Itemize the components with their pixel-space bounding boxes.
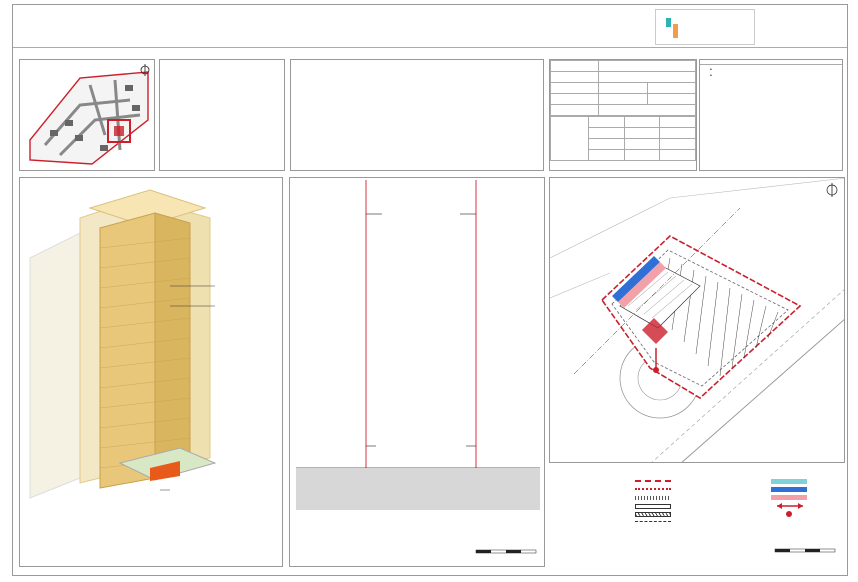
plot-plan-drawing (550, 178, 845, 463)
plot-area-value (599, 83, 647, 94)
logo-mark-icon (666, 18, 680, 38)
plot-access-icon (775, 502, 805, 510)
unit (647, 94, 695, 105)
coord-table-box (159, 59, 285, 171)
plot-boundary-swatch (635, 488, 671, 493)
unit (660, 139, 696, 150)
breakdown-value (624, 128, 660, 139)
build-line-01-swatch (771, 479, 807, 484)
breakdown-label (589, 128, 625, 139)
key-plan-drawing (20, 60, 154, 170)
height-value (599, 105, 696, 116)
active-edge-swatch (771, 495, 807, 500)
plot-control-sheet (12, 4, 848, 576)
envelope-drawing (20, 178, 282, 538)
breakdown-label (589, 150, 625, 161)
coordinate-point-icon (785, 510, 793, 518)
podium-setback-swatch (635, 496, 671, 500)
project-boundary-swatch (635, 480, 671, 485)
plan-scale-bar (773, 547, 837, 559)
breakdown-label (589, 139, 625, 150)
header-divider (13, 47, 847, 48)
envelope-panel (19, 177, 283, 567)
gfa-value (599, 94, 647, 105)
rak-central-logo (655, 9, 755, 45)
section-scale-bar (474, 548, 538, 560)
section-drawing (290, 178, 544, 538)
unit (660, 150, 696, 161)
gfa-label (551, 94, 599, 105)
breakdown-value (624, 117, 660, 128)
unit (660, 128, 696, 139)
gfa-breakdown-label (551, 117, 589, 161)
plot-area-label (551, 83, 599, 94)
land-use-label (551, 72, 599, 83)
build-line-02-swatch (771, 487, 807, 492)
breakdown-label (589, 117, 625, 128)
height-change-swatch (635, 521, 671, 526)
podium-zone-swatch (635, 512, 671, 517)
legend (549, 466, 844, 537)
notes-box (290, 59, 544, 171)
breakdown-value (624, 139, 660, 150)
plot-data-box (549, 59, 697, 171)
plot-number-value (599, 61, 696, 72)
breakdown-value (624, 150, 660, 161)
building-zone-swatch (635, 504, 671, 509)
section-panel (289, 177, 545, 567)
gfa-breakdown-table (550, 116, 696, 161)
plot-number-label (551, 61, 599, 72)
land-use-value (599, 72, 696, 83)
key-plan-map (19, 59, 155, 171)
height-label (551, 105, 599, 116)
plot-plan-panel (549, 177, 845, 463)
unit (647, 83, 695, 94)
special-notes-box: • • (699, 59, 843, 171)
plot-data-table (550, 60, 696, 116)
unit (660, 117, 696, 128)
